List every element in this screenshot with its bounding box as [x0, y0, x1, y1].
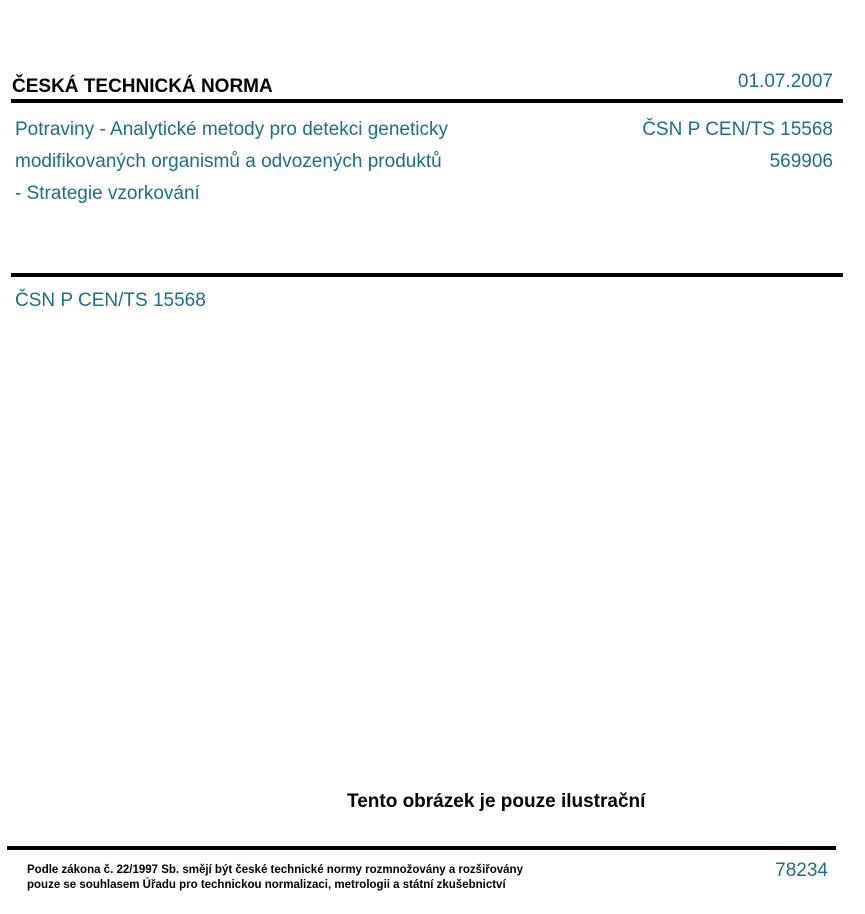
class-number: 569906 — [769, 151, 833, 172]
legal-notice — [27, 863, 523, 893]
document-identifiers — [642, 114, 833, 178]
catalog-number: 78234 — [775, 860, 828, 881]
standard-designation: ČSN P CEN/TS 15568 — [15, 290, 206, 311]
illustration-note: Tento obrázek je pouze ilustrační — [347, 791, 646, 812]
standard-header-title: ČESKÁ TECHNICKÁ NORMA — [12, 76, 273, 97]
publication-date: 01.07.2007 — [737, 71, 833, 92]
footer-divider — [7, 846, 836, 850]
legal-notice-line: pouze se souhlasem Úřadu pro technickou normalizaci, metrologii a státní zkušebnictví — [27, 879, 506, 891]
document-title-line: Potraviny - Analytické metody pro detekci geneticky — [15, 119, 448, 140]
document-title-line: - Strategie vzorkování — [15, 183, 200, 204]
legal-notice-line: Podle zákona č. 22/1997 Sb. smějí být české technické normy rozmnožovány a rozšiřovány — [27, 864, 523, 876]
title-divider — [11, 273, 843, 277]
document-title — [15, 114, 575, 210]
header-divider — [11, 99, 843, 103]
standard-code: ČSN P CEN/TS 15568 — [642, 119, 833, 140]
document-title-line: modifikovaných organismů a odvozených produktů — [15, 151, 442, 172]
